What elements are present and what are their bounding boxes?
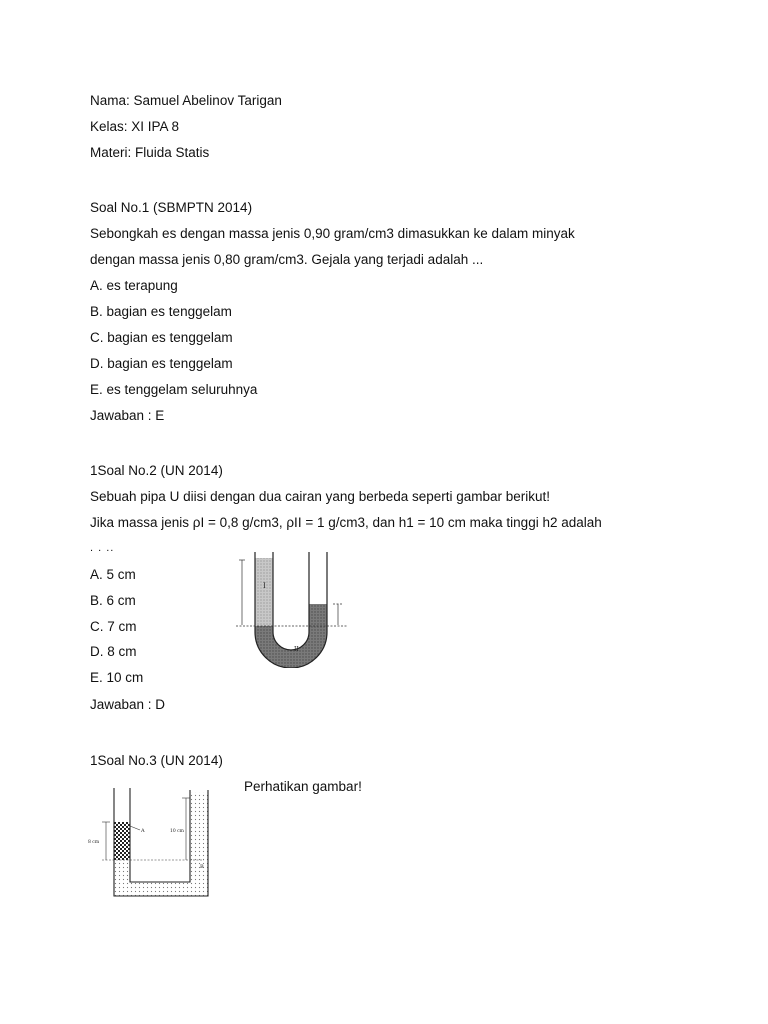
q2-title: 1Soal No.2 (UN 2014): [90, 463, 223, 478]
q2-option-c: C. 7 cm: [90, 619, 137, 634]
q1-option-a: A. es terapung: [90, 278, 178, 293]
q3-label-right: 10 cm: [170, 829, 184, 834]
q1-option-e: E. es tenggelam seluruhnya: [90, 382, 258, 397]
q3-liquid-a: [114, 822, 130, 860]
q2-text-line3: . . ..: [90, 542, 115, 554]
q2-text-line1: Sebuah pipa U diisi dengan dua cairan yang berbeda seperti gambar berikut!: [90, 489, 551, 504]
topic: Materi: Fluida Statis: [90, 145, 210, 160]
q1-text-line1: Sebongkah es dengan massa jenis 0,90 gram/cm3 dimasukkan ke dalam minyak: [90, 226, 575, 241]
q1-option-c: C. bagian es tenggelam: [90, 330, 233, 345]
q2-label-bottom: II: [294, 646, 299, 653]
q3-u-tube-figure: [86, 786, 212, 902]
q2-u-tube-figure: [230, 548, 356, 668]
student-class: Kelas: XI IPA 8: [90, 119, 180, 134]
student-name: Nama: Samuel Abelinov Tarigan: [90, 93, 282, 108]
q3-label-a: A: [141, 828, 145, 834]
q2-label-top: I: [263, 582, 266, 590]
q3-title: 1Soal No.3 (UN 2014): [90, 753, 223, 768]
q3-label-b: B: [200, 864, 204, 870]
q1-answer: Jawaban : E: [90, 408, 165, 423]
q3-label-left: 8 cm: [88, 840, 100, 845]
q1-text-line2: dengan massa jenis 0,80 gram/cm3. Gejala yang terjadi adalah ...: [90, 252, 484, 267]
q2-answer: Jawaban : D: [90, 697, 166, 712]
q1-option-b: B. bagian es tenggelam: [90, 304, 232, 319]
q1-option-d: D. bagian es tenggelam: [90, 356, 233, 371]
q2-option-e: E. 10 cm: [90, 670, 144, 685]
q2-option-d: D. 8 cm: [90, 644, 137, 659]
q2-text-line2: Jika massa jenis ρI = 0,8 g/cm3, ρII = 1 g/cm3, dan h1 = 10 cm maka tinggi h2 adalah: [90, 515, 602, 530]
q2-option-b: B. 6 cm: [90, 593, 136, 608]
q2-option-a: A. 5 cm: [90, 567, 136, 582]
q2-liquid-one: [255, 558, 273, 626]
q1-title: Soal No.1 (SBMPTN 2014): [90, 200, 253, 215]
q3-instruction: Perhatikan gambar!: [244, 779, 362, 794]
